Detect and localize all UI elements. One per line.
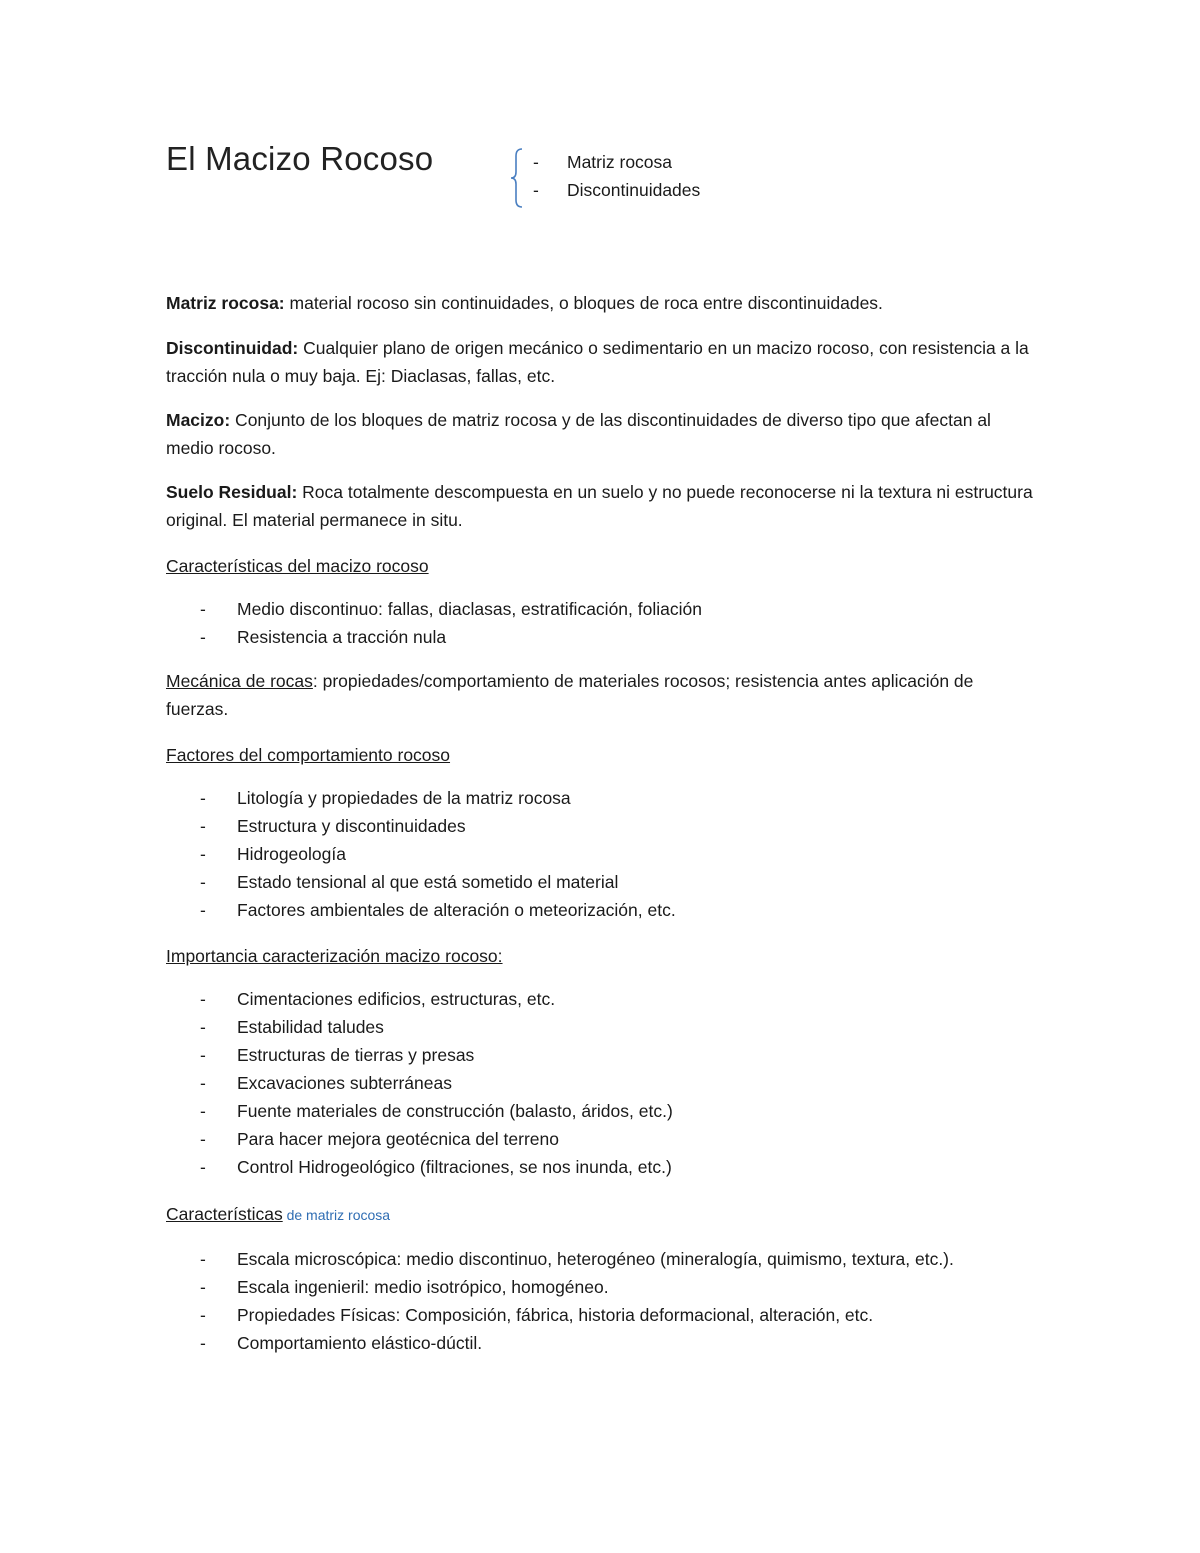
section-caracteristicas-matriz	[166, 1200, 1036, 1229]
definition-text: material rocoso sin continuidades, o bloques de roca entre discontinuidades.	[284, 293, 883, 313]
list-item: - Para hacer mejora geotécnica del terreno	[166, 1125, 1036, 1153]
list-caracteristicas-matriz	[166, 1245, 1036, 1357]
list-item: - Estructuras de tierras y presas	[166, 1041, 1036, 1069]
section-heading-suffix: de matriz rocosa	[282, 1207, 391, 1223]
definition-term: Suelo Residual:	[166, 482, 298, 502]
list-factores	[166, 784, 1036, 924]
component-item: - Discontinuidades	[533, 180, 701, 200]
list-item: - Escala microscópica: medio discontinuo, heterogéneo (mineralogía, quimismo, textura, etc.).	[166, 1245, 1036, 1273]
list-item: - Comportamiento elástico-dúctil.	[166, 1329, 1036, 1357]
section-mecanica	[166, 667, 1036, 723]
list-importancia	[166, 985, 1036, 1181]
page-title: El Macizo Rocoso	[166, 140, 434, 177]
component-item: - Matriz rocosa	[533, 152, 673, 172]
brace-icon	[510, 148, 526, 208]
section-heading: Factores del comportamiento rocoso	[166, 745, 451, 765]
list-caracteristicas-macizo	[166, 595, 1036, 651]
definition-macizo	[166, 406, 1036, 462]
list-item: - Propiedades Físicas: Composición, fábrica, historia deformacional, alteración, etc.	[166, 1301, 1036, 1329]
section-factores	[166, 741, 1036, 769]
section-importancia	[166, 942, 1036, 970]
list-item: - Estructura y discontinuidades	[166, 812, 1036, 840]
list-item: - Litología y propiedades de la matriz rocosa	[166, 784, 1036, 812]
definition-text: Cualquier plano de origen mecánico o sedimentario en un macizo rocoso, con resistencia a la tracción nula o muy baja. Ej: Diaclasas, fallas, etc.	[166, 338, 1029, 386]
section-heading: Importancia caracterización macizo rocoso:	[166, 946, 503, 966]
section-text: : propiedades/comportamiento de materiales rocosos; resistencia antes aplicación de fuerzas.	[166, 671, 974, 719]
list-item: - Excavaciones subterráneas	[166, 1069, 1036, 1097]
definition-term: Discontinuidad:	[166, 338, 299, 358]
list-item: - Factores ambientales de alteración o meteorización, etc.	[166, 896, 1036, 924]
section-heading: Mecánica de rocas	[166, 671, 313, 691]
list-item: - Cimentaciones edificios, estructuras, etc.	[166, 985, 1036, 1013]
list-item: - Fuente materiales de construcción (balasto, áridos, etc.)	[166, 1097, 1036, 1125]
list-item: - Control Hidrogeológico (filtraciones, se nos inunda, etc.)	[166, 1153, 1036, 1181]
definition-term: Matriz rocosa:	[166, 293, 285, 313]
list-item: - Estabilidad taludes	[166, 1013, 1036, 1041]
definition-suelo-residual	[166, 478, 1036, 534]
definition-matriz	[166, 289, 1036, 317]
section-heading: Características	[166, 1204, 283, 1224]
list-item: - Medio discontinuo: fallas, diaclasas, estratificación, foliación	[166, 595, 1036, 623]
definition-text: Roca totalmente descompuesta en un suelo y no puede reconocerse ni la textura ni estructura original. El material permanece in situ.	[166, 482, 1033, 530]
components-list	[533, 148, 700, 204]
definition-term: Macizo:	[166, 410, 231, 430]
list-item: - Hidrogeología	[166, 840, 1036, 868]
section-heading: Características del macizo rocoso	[166, 556, 429, 576]
definition-discontinuidad	[166, 334, 1036, 390]
section-caracteristicas-macizo	[166, 552, 1036, 580]
list-item: - Resistencia a tracción nula	[166, 623, 1036, 651]
definition-text: Conjunto de los bloques de matriz rocosa y de las discontinuidades de diverso tipo que afectan al medio rocoso.	[166, 410, 991, 458]
list-item: - Escala ingenieril: medio isotrópico, homogéneo.	[166, 1273, 1036, 1301]
list-item: - Estado tensional al que está sometido el material	[166, 868, 1036, 896]
